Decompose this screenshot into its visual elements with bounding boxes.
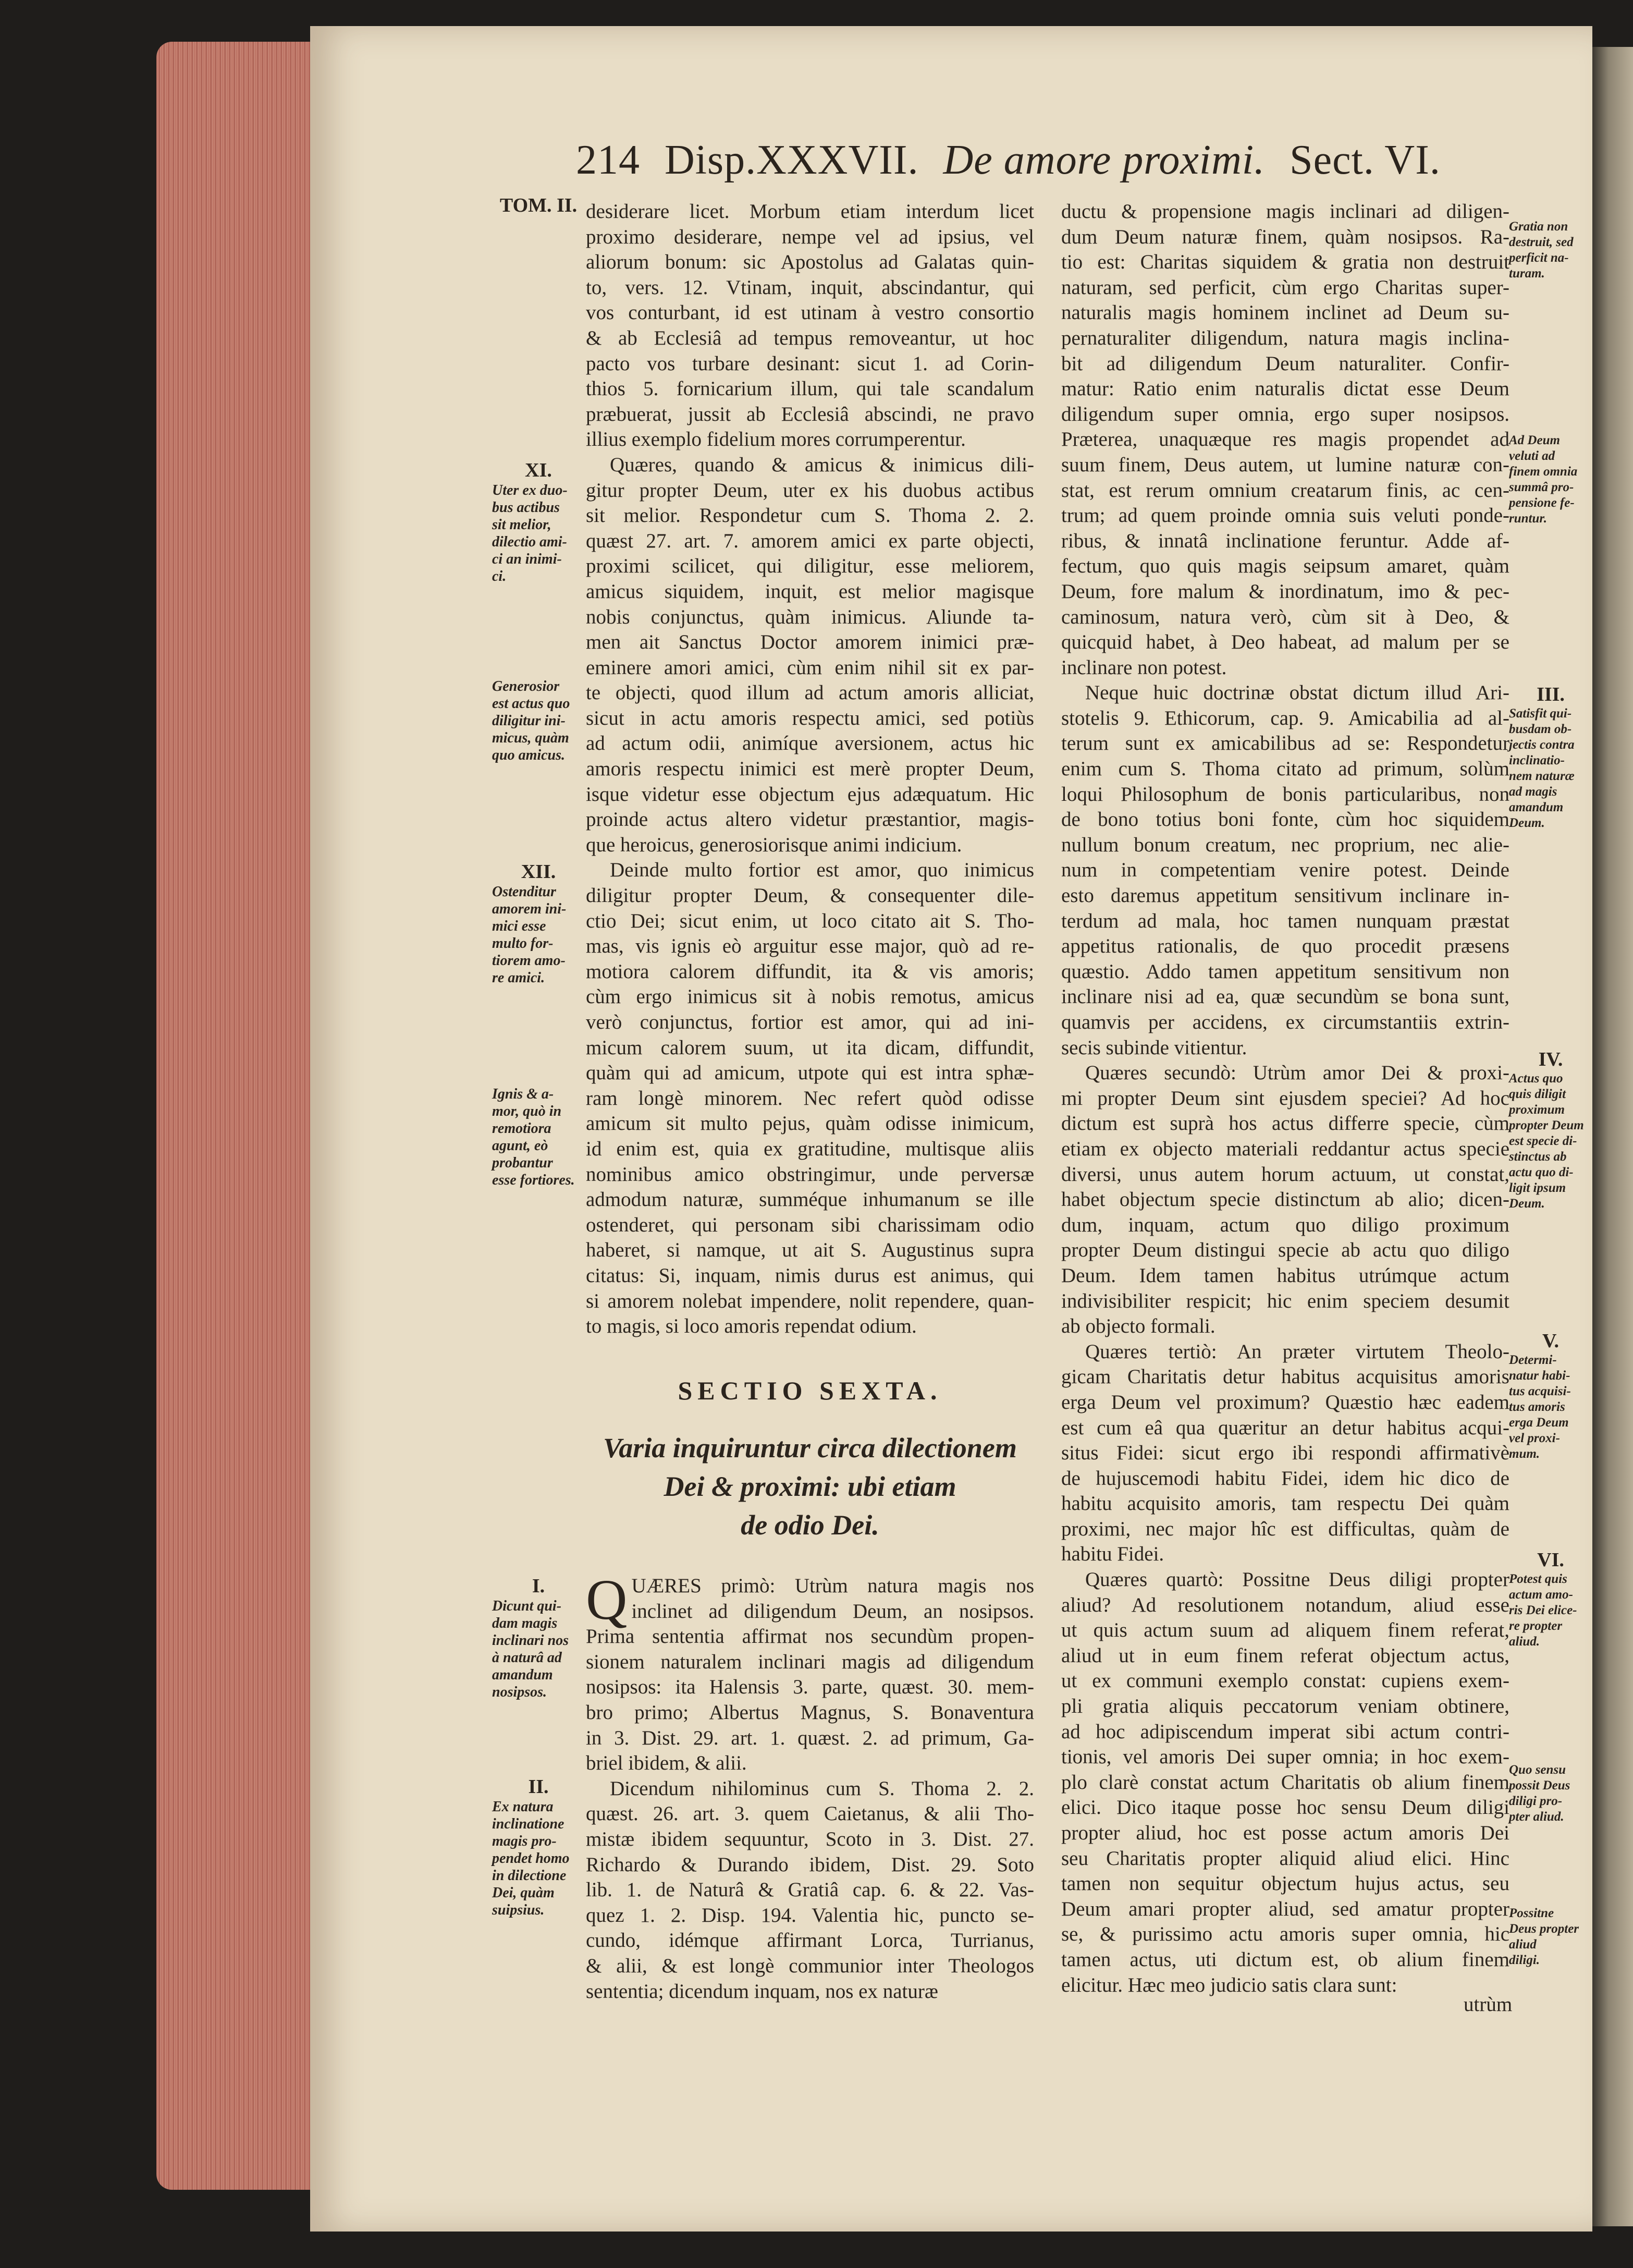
text-line: præbuerat, jussit ab Ecclesiâ abscindi, ne pravo [586,403,1034,425]
text-line: de hujuscemodi habitu Fidei, idem hic dico de [1061,1467,1509,1490]
text-line: appetitus rationalis, de quo procedit præsens [1061,935,1509,958]
text-line: stat, est rerum omnium creatarum finis, ac cen- [1061,479,1509,502]
paragraph [1061,1339,1509,1567]
margin-note-line: multo for- [492,935,554,952]
margin-note [1509,1330,1592,1462]
margin-note [492,1575,585,1701]
text-line: amicum sit multo pejus, quàm odisse inimicum, [586,1112,1034,1135]
text-line: in 3. Dist. 29. art. 1. quæst. 2. ad primum, Ga- [586,1726,1034,1749]
paragraph [1061,1060,1509,1339]
text-line: ut ex communi exemplo constat: cupiens exem- [1061,1669,1509,1692]
margin-note-line: Actus quo [1509,1071,1563,1086]
text-line: ductu & propensione magis inclinari ad diligen- [1061,200,1509,223]
text-line: dum, inquam, actum quo diligo proximum [1061,1213,1509,1236]
text-line: ut quis actum suum ad aliquem finem referat, [1061,1619,1509,1642]
text-line: si amorem nolebat impendere, nolit rependere, quan- [586,1289,1034,1312]
text-line: trum; ad quem proinde omnia suis veluti ponde- [1061,504,1509,527]
margin-note-line: inclinatione [492,1816,564,1832]
margin-note-line: est specie di- [1509,1134,1577,1148]
text-line: bit ad diligendum Deum naturaliter. Confir- [1061,352,1509,375]
paragraph [586,453,1034,858]
margin-note-number: I. [532,1575,545,1597]
margin-note-number: XI. [525,459,552,481]
text-line: inclinare nisi ad ea, quæ secundùm se bona sunt, [1061,985,1509,1008]
text-line: seu Charitatis propter aliquid aliud elici. Hinc [1061,1847,1509,1870]
margin-note-line: Gratia non [1509,220,1568,234]
section-title-line: Dei & proximi: ubi etiam [664,1471,956,1502]
paragraph [586,199,1034,453]
text-line: diligendum super omnia, ergo super nosipsos. [1061,403,1509,425]
margin-note-line: pensione fe- [1509,496,1575,510]
text-line: dum Deum naturæ finem, quàm nosipsos. Ra- [1061,225,1509,248]
paragraph [1061,680,1509,1060]
text-line: verò conjunctus, fortior est amor, qui ad ini- [586,1011,1034,1033]
margin-note-line: runtur. [1509,511,1547,526]
margin-note-line: micus, quàm [492,730,569,746]
margin-note-line: amandum [492,1667,553,1683]
text-line: eminere amori amici, cùm enim nihil sit ex par- [586,656,1034,679]
paragraph [586,858,1034,1339]
facing-page-edge [1592,47,1633,2226]
text-line: quæst. 26. art. 3. quem Caietanus, & alii Tho- [586,1802,1034,1825]
margin-note-line: aliud. [1509,1635,1540,1649]
margin-note-line: jectis contra [1509,738,1575,752]
margin-note-line: Deus propter [1509,1922,1579,1936]
margin-note-line: ci an inimi- [492,551,562,567]
text-line: loqui Philosophum de bonis particularibus, non [1061,783,1509,806]
margin-note-line: Dei, quàm [492,1885,555,1901]
text-line: fectum, quo quis magis seipsum amaret, quàm [1061,555,1509,578]
margin-note [1509,1048,1592,1212]
margin-note-line: ci. [492,568,507,584]
drop-cap: Q [586,1568,628,1631]
text-line: habitu acquisito amoris, tam respectu Dei quàm [1061,1492,1509,1515]
text-line: se, & purissimo actu amoris super omnia, hic [1061,1923,1509,1946]
margin-note-line: perficit na- [1509,251,1569,265]
text-line: propter Deum distingui specie ab actu quo diligo [1061,1239,1509,1262]
text-line: que heroicus, generosiorisque animi indicium. [586,833,962,856]
margin-note [1509,1762,1592,1825]
margin-note-line: amorem ini- [492,901,567,917]
text-line: naturam, sed perficit, cùm ergo Charitas super- [1061,276,1509,299]
margin-note [1509,219,1592,282]
margin-note-line: Uter ex duo- [492,482,568,498]
text-line: situs Fidei: sicut ergo ibi respondi affirmativè [1061,1442,1509,1465]
margin-note-line: aliud [1509,1937,1537,1952]
text-line: men ait Sanctus Doctor amorem inimici præ- [586,631,1034,654]
margin-note-line: Ostenditur [492,884,556,900]
text-line: proximo desiderare, nempe vel ad ipsius, vel [586,225,1034,248]
running-header [576,137,1454,184]
margin-note-line: tiorem amo- [492,953,566,969]
margin-note-number: V. [1542,1330,1560,1352]
book-page-edges [156,42,313,2190]
page-number: 214 [576,137,640,183]
margin-note-line: Satisfit qui- [1509,706,1572,721]
text-line: plo clarè constat actum Charitatis ob alium finem [1061,1771,1509,1794]
margin-note-line: à naturâ ad [492,1650,562,1666]
text-line: Prima sententia affirmat nos secundùm propen- [586,1625,1034,1648]
margin-note-line: Deum. [1509,816,1545,830]
margin-note-line: mum. [1509,1447,1540,1461]
margin-note-line: remotiora [492,1120,551,1137]
margin-note-line: possit Deus [1509,1778,1570,1793]
text-line: nosipsos: ita Halensis 3. parte, quæst. 30. mem- [586,1676,1034,1699]
margin-note-line: pendet homo [492,1850,570,1867]
text-line: sicut in actu amoris respectu amici, sed potiùs [586,706,1034,729]
text-line: nullum bonum creatum, nec proprium, nec alie- [1061,833,1509,856]
text-line: habitu Fidei. [1061,1543,1164,1566]
text-line: amicus siquidem, inquit, est melior magisque [586,580,1034,603]
margin-note [492,678,585,764]
margin-note-line: dilectio ami- [492,534,567,550]
margin-note-line: Ignis & a- [492,1086,554,1102]
margin-note-line: inclinari nos [492,1632,569,1649]
text-line: sententia; dicendum inquam, nos ex naturæ [586,1980,938,2003]
margin-note [492,860,585,986]
text-line: gicam Charitatis detur habitus acquisitus amoris [1061,1365,1509,1388]
section-title-line: Varia inquiruntur circa dilectionem [603,1432,1017,1464]
text-line: haberet, si namque, ut ait S. Augustinus supra [586,1239,1034,1262]
margin-note-line: re amici. [492,970,545,986]
margin-note-line: actu quo di- [1509,1165,1574,1179]
text-line: terdum ad mala, hoc tamen nunquam præstat [1061,909,1509,932]
text-line: Quæres, quando & amicus & inimicus dili- [610,453,1034,476]
text-line: desiderare licet. Morbum etiam interdum licet [586,200,1034,223]
margin-note-line: sit melior, [492,517,551,533]
margin-note-line: propter Deum [1509,1118,1584,1132]
text-line: Deum, fore malum & inordinatum, imo & pec- [1061,580,1509,603]
margin-note-line: mici esse [492,918,546,934]
text-line: Quæres quartò: Possitne Deus diligi propter [1085,1568,1509,1591]
margin-note-line: turam. [1509,266,1545,281]
section-title-line: de odio Dei. [741,1509,879,1541]
margin-note-line: Ex natura [492,1799,554,1815]
text-line: briel ibidem, & alii. [586,1752,747,1775]
text-line: cundo, idémque affirmant Lorca, Turrianus, [586,1929,1034,1952]
text-line: sionem naturalem inclinari magis ad diligendum [586,1650,1034,1673]
margin-note-line: dam magis [492,1615,558,1631]
text-line: sit melior. Respondetur cum S. Thoma 2. 2. [586,504,1034,527]
margin-note-line: Deum. [1509,1197,1545,1211]
margin-note-line: destruit, sed [1509,235,1574,249]
text-line: UÆRES primò: Utrùm natura magis nos [631,1575,1034,1597]
text-line: esto daremus appetitum sensitivum inclinare in- [1061,884,1509,907]
text-line: secis subinde vitientur. [1061,1036,1247,1059]
left-text-column-continued [586,1568,1034,2004]
margin-note-line: suipsius. [492,1902,545,1918]
section-label: Sect. VI. [1290,137,1441,183]
disputation-label: Disp.XXXVII. [665,137,919,183]
text-line: micum calorem suum, ut ita dicam, diffundit, [586,1036,1034,1059]
text-line: pernaturaliter diligendum, natura magis inclina- [1061,326,1509,349]
text-line: cùm ergo inimicus sit à nobis remotus, amicus [586,985,1034,1008]
margin-note-line: amandum [1509,800,1564,814]
catchword: utrùm [1464,1993,1513,2016]
margin-note [492,194,585,217]
margin-note [1509,433,1592,527]
margin-note-number: TOM. II. [499,194,578,216]
margin-note-line: nem naturæ [1509,769,1575,783]
margin-note-line: erga Deum [1509,1416,1569,1430]
text-line: indivisibiliter respicit; hic enim speciem desumit [1061,1289,1509,1312]
margin-note-line: pter aliud. [1509,1810,1564,1824]
text-line: elici. Dico itaque posse hoc sensu Deum diligi [1061,1796,1509,1819]
text-line: proximi scilicet, qui diligitur, esse meliorem, [586,555,1034,578]
text-line: stotelis 9. Ethicorum, cap. 9. Amicabilia ad al- [1061,706,1509,729]
text-line: etiam ex objecto materiali reddantur actus specie [1061,1137,1509,1160]
margin-note [492,459,585,585]
text-line: tionis, vel amoris Dei super omnia; in hoc exem- [1061,1746,1509,1769]
margin-note-line: mor, quò in [492,1103,562,1119]
text-line: pli gratia aliquis peccatorum veniam obtinere, [1061,1695,1509,1718]
margin-note-line: agunt, eò [492,1138,548,1154]
margin-note-line: summâ pro- [1509,480,1574,494]
text-line: diligitur propter Deum, & consequenter dile- [586,884,1034,907]
text-line: Richardo & Durando ibidem, Dist. 29. Soto [586,1853,1034,1876]
text-line: dictum est suprà hos actus differre specie, cùm [1061,1112,1509,1135]
text-line: elicitur. Hæc meo judicio satis clara sunt: [1061,1973,1397,1996]
margin-note-line: natur habi- [1509,1369,1570,1383]
text-line: lib. 1. de Naturâ & Gratiâ cap. 6. & 22. Vas- [586,1879,1034,1901]
text-line: naturalis magis hominem inclinet ad Deum su- [1061,301,1509,324]
text-line: quæstio. Addo tamen appetitum sensitivum non [1061,960,1509,983]
topic-label: De amore proximi. [943,137,1266,183]
text-line: bro primo; Albertus Magnus, S. Bonaventura [586,1701,1034,1724]
text-line: matur: Ratio enim naturalis dictat esse Deum [1061,377,1509,400]
text-line: tamen non sequitur objectum hujus actus, seu [1061,1872,1509,1895]
paragraph [586,1776,1034,2004]
text-line: mistæ ibidem sequuntur, Scoto in 3. Dist. 27. [586,1827,1034,1850]
margin-note-line: inclinatio- [1509,753,1565,767]
margin-note-line: magis pro- [492,1833,557,1849]
margin-note-line: in dilectione [492,1868,567,1884]
text-line: diversi, unus autem horum actuum, ut constat, [1061,1163,1509,1186]
margin-note-line: proximum [1509,1103,1565,1117]
text-line: propter aliud, hoc est posse actum amoris Dei [1061,1822,1509,1844]
text-line: quamvis per accidens, ex circumstantiis extrin- [1061,1011,1509,1033]
margin-note-line: Potest quis [1509,1572,1567,1586]
text-line: pacto vos turbare desinant: sicut 1. ad Corin- [586,352,1034,375]
margin-note-line: diligi. [1509,1953,1540,1967]
margin-note-line: tus amoris [1509,1400,1565,1414]
text-line: ram longè minorem. Nec refert quòd odisse [586,1087,1034,1109]
section-title [586,1429,1034,1544]
margin-note-number: VI. [1537,1549,1564,1571]
text-line: quàm qui ad amicum, utpote qui est intra sphæ- [586,1062,1034,1084]
margin-note-line: Ad Deum [1509,433,1560,447]
text-line: ostenderet, qui personam sibi charissimam odio [586,1213,1034,1236]
text-line: Deinde multo fortior est amor, quo inimicus [610,859,1034,882]
section-heading: SECTIO SEXTA. [678,1376,942,1405]
text-line: ad actum odii, animíque aversionem, actus hic [586,732,1034,755]
text-line: aliud? Ad resolutionem notandum, aliud esse [1061,1593,1509,1616]
text-line: ctio Dei; sicut enim, ut loco citato ait S. Tho- [586,909,1034,932]
margin-note-line: diligitur ini- [492,713,566,729]
margin-note-line: ris Dei elice- [1509,1603,1577,1617]
margin-note-number: IV. [1538,1048,1563,1070]
margin-note-line: actum amo- [1509,1588,1573,1602]
margin-note [1509,1548,1592,1650]
margin-note-line: Generosior [492,678,560,694]
margin-note-line: esse fortiores. [492,1172,575,1188]
text-line: to magis, si loco amoris rependat odium. [586,1315,917,1338]
text-line: & ab Ecclesiâ ad tempus removeantur, ut hoc [586,326,1034,349]
text-line: de bono totius boni fonte, cùm hoc siquidem [1061,808,1509,831]
margin-note-line: Determi- [1509,1353,1557,1367]
margin-note-number: III. [1537,684,1565,705]
text-line: & alii, & est longè communior inter Theologos [586,1954,1034,1977]
margin-note [492,1086,585,1189]
margin-note-line: vel proxi- [1509,1431,1560,1445]
margin-note-number: XII. [521,861,556,883]
text-line: gitur propter Deum, uter ex his duobus actibus [586,479,1034,502]
margin-note-line: ligit ipsum [1509,1181,1566,1195]
text-line: vos conturbant, id est utinam à vestro consortio [586,301,1034,324]
text-line: Dicendum nihilominus cum S. Thoma 2. 2. [610,1777,1034,1800]
text-line: Præterea, unaquæque res magis propendet ad [1061,428,1509,451]
text-line: te objecti, quod illum ad actum amoris alliciat, [586,681,1034,704]
text-line: ad hoc adipiscendum imperat sibi actum contri- [1061,1720,1509,1743]
margin-note [1509,683,1592,831]
text-line: id enim est, quia ex gratitudine, multisque aliis [586,1137,1034,1160]
text-line: amoris respectu inimici est merè propter Deum, [586,758,1034,781]
text-line: erga Deum vel proximum? Quæstio hæc eadem [1061,1391,1509,1413]
margin-note-line: quis diligit [1509,1087,1566,1101]
text-line: caminosum, natura verò, cùm sit à Deo, & [1061,605,1509,628]
margin-note-line: veluti ad [1509,449,1555,463]
text-line: nominibus amico obstringimur, unde perversæ [586,1163,1034,1186]
margin-note-line: stinctus ab [1509,1150,1567,1164]
text-line: quez 1. 2. Disp. 194. Valentia hic, puncto se- [586,1904,1034,1926]
text-line: aliud ut in eum finem referat objectum actus, [1061,1644,1509,1667]
text-line: motiora calorem diffundit, ita & vis amoris; [586,960,1034,983]
text-line: ab objecto formali. [1061,1315,1215,1338]
margin-note-line: busdam ob- [1509,722,1572,736]
text-line: inclinare non potest. [1061,656,1227,679]
left-text-column [586,199,1034,1339]
text-line: citatus: Si, inquam, nimis durus est animus, qui [586,1264,1034,1287]
margin-note-line: finem omnia [1509,465,1578,479]
margin-note-number: II. [528,1776,549,1798]
text-line: thios 5. fornicarium illum, qui tale scandalum [586,377,1034,400]
margin-note [1509,1906,1592,1968]
margin-note-line: probantur [492,1155,553,1171]
margin-note-line: ad magis [1509,785,1557,799]
text-line: Quæres secundò: Utrùm amor Dei & proxi- [1085,1062,1509,1084]
text-line: Neque huic doctrinæ obstat dictum illud Ari- [1085,681,1509,704]
text-line: suum finem, Deus autem, ut lumine naturæ con- [1061,453,1509,476]
text-line: isque videtur esse objectum ejus adæquatum. Hic [586,783,1034,806]
margin-note-line: diligi pro- [1509,1794,1563,1808]
text-line: quæst 27. art. 7. amorem amici ex parte objecti, [586,529,1034,552]
text-line: terum sunt ex amicabilibus ad se: Respondetur [1061,732,1509,755]
paragraph [1061,1567,1509,1998]
text-line: mas, vis ignis eò arguitur esse major, quò ad re- [586,935,1034,958]
right-text-column [1061,199,1509,1998]
text-line: proximi, nec major hîc est difficultas, quàm de [1061,1517,1509,1540]
margin-note-line: Quo sensu [1509,1763,1566,1777]
text-line: nobis conjunctus, quàm inimicus. Aliunde ta- [586,605,1034,628]
text-line: quicquid habet, à Deo habeat, ad malum per se [1061,631,1509,654]
paragraph [586,1568,1034,1776]
text-line: Deum amari propter aliud, sed amatur propter [1061,1897,1509,1920]
margin-note-line: est actus quo [492,696,570,712]
margin-note-line: bus actibus [492,499,560,516]
text-line: aliorum bonum: sic Apostolus ad Galatas quin- [586,251,1034,274]
text-line: Deum. Idem tamen habitus utrúmque actum [1061,1264,1509,1287]
margin-note-line: Dicunt qui- [492,1598,562,1614]
margin-note-line: tus acquisi- [1509,1384,1571,1398]
text-line: tio est: Charitas siquidem & gratia non destruit [1061,251,1509,274]
margin-note [492,1775,585,1919]
text-line: ribus, & innatâ inclinatione feruntur. Adde af- [1061,529,1509,552]
text-line: proinde actus altero videtur præstantior, magis- [586,808,1034,831]
text-line: num in competentiam venire potest. Deinde [1061,859,1509,882]
text-line: illius exemplo fidelium mores corrumperentur. [586,428,966,451]
text-line: tamen actus, uti dictum est, ob alium finem [1061,1948,1509,1971]
text-line: to, vers. 12. Vtinam, inquit, abscindantur, qui [586,276,1034,299]
paragraph [1061,199,1509,680]
text-line: admodum naturæ, summéque inhumanum se ille [586,1188,1034,1211]
text-line: Quæres tertiò: An præter virtutem Theolo- [1085,1340,1509,1363]
text-line: est cum eâ qua quæritur an detur habitus acqui- [1061,1416,1509,1439]
text-line: habet objectum specie distinctum ab alio; dicen- [1061,1188,1509,1211]
text-line: inclinet ad diligendum Deum, an nosipsos. [631,1600,1034,1623]
text-line: enim cum S. Thoma citato ad primum, solùm [1061,758,1509,781]
margin-note-line: re propter [1509,1619,1563,1633]
margin-note-line: nosipsos. [492,1684,547,1700]
margin-note-line: Possitne [1509,1906,1554,1920]
margin-note-line: quo amicus. [492,747,566,763]
text-line: mi propter Deum sint ejusdem speciei? Ad hoc [1061,1087,1509,1109]
